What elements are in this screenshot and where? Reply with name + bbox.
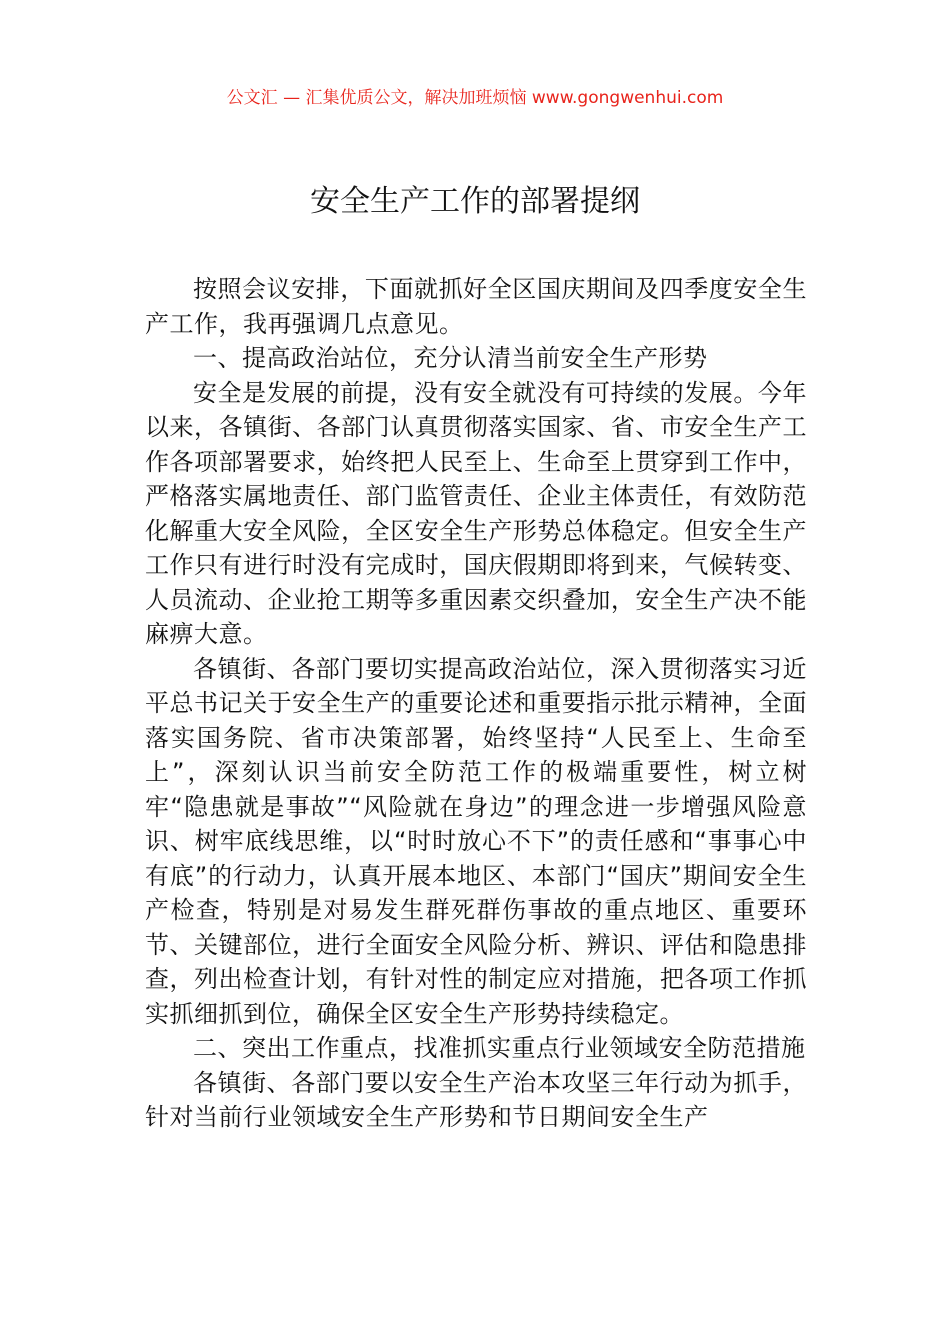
- section-heading-1: 一、提高政治站位，充分认清当前安全生产形势: [193, 344, 708, 372]
- header-banner: 公文汇 — 汇集优质公文，解决加班烦恼 www.gongwenhui.com: [226, 88, 724, 108]
- body-paragraph: 安全是发展的前提，没有安全就没有可持续的发展。今年以来，各镇街、各部门认真贯彻落实国家、省、市安全生产工作各项部署要求，始终把人民至上、生命至上贯穿到工作中，严格落实属地责任、部门监管责任、企业主体责任，有效防范化解重大安全风险，全区安全生产形势总体稳定。但安全生产工作只有进行时没有完成时，国庆假期即将到来，气候转变、人员流动、企业抢工期等多重因素交织叠加，安全生产决不能麻痹大意。: [145, 378, 807, 648]
- body-paragraph: 各镇街、各部门要切实提高政治站位，深入贯彻落实习近平总书记关于安全生产的重要论述和重要指示批示精神，全面落实国务院、省市决策部署，始终坚持“人民至上、生命至上”，深刻认识当前安全防范工作的极端重要性，树立树牢“隐患就是事故”“风险就在身边”的理念进一步增强风险意识、树牢底线思维，以“时时放心不下”的责任感和“事事心中有底”的行动力，认真开展本地区、本部门“国庆”期间安全生产检查，特别是对易发生群死群伤事故的重点地区、重要环节、关键部位，进行全面安全风险分析、辨识、评估和隐患排查，列出检查计划，有针对性的制定应对措施，把各项工作抓实抓细抓到位，确保全区安全生产形势持续稳定。: [145, 654, 807, 1028]
- intro-paragraph: 按照会议安排，下面就抓好全区国庆期间及四季度安全生产工作，我再强调几点意见。: [145, 275, 807, 338]
- page-title: 安全生产工作的部署提纲: [310, 184, 640, 219]
- body-paragraph: 各镇街、各部门要以安全生产治本攻坚三年行动为抓手，针对当前行业领域安全生产形势和节日期间安全生产: [145, 1068, 807, 1131]
- section-heading-2: 二、突出工作重点，找准抓实重点行业领域安全防范措施: [193, 1034, 806, 1062]
- document-body: [145, 272, 807, 1135]
